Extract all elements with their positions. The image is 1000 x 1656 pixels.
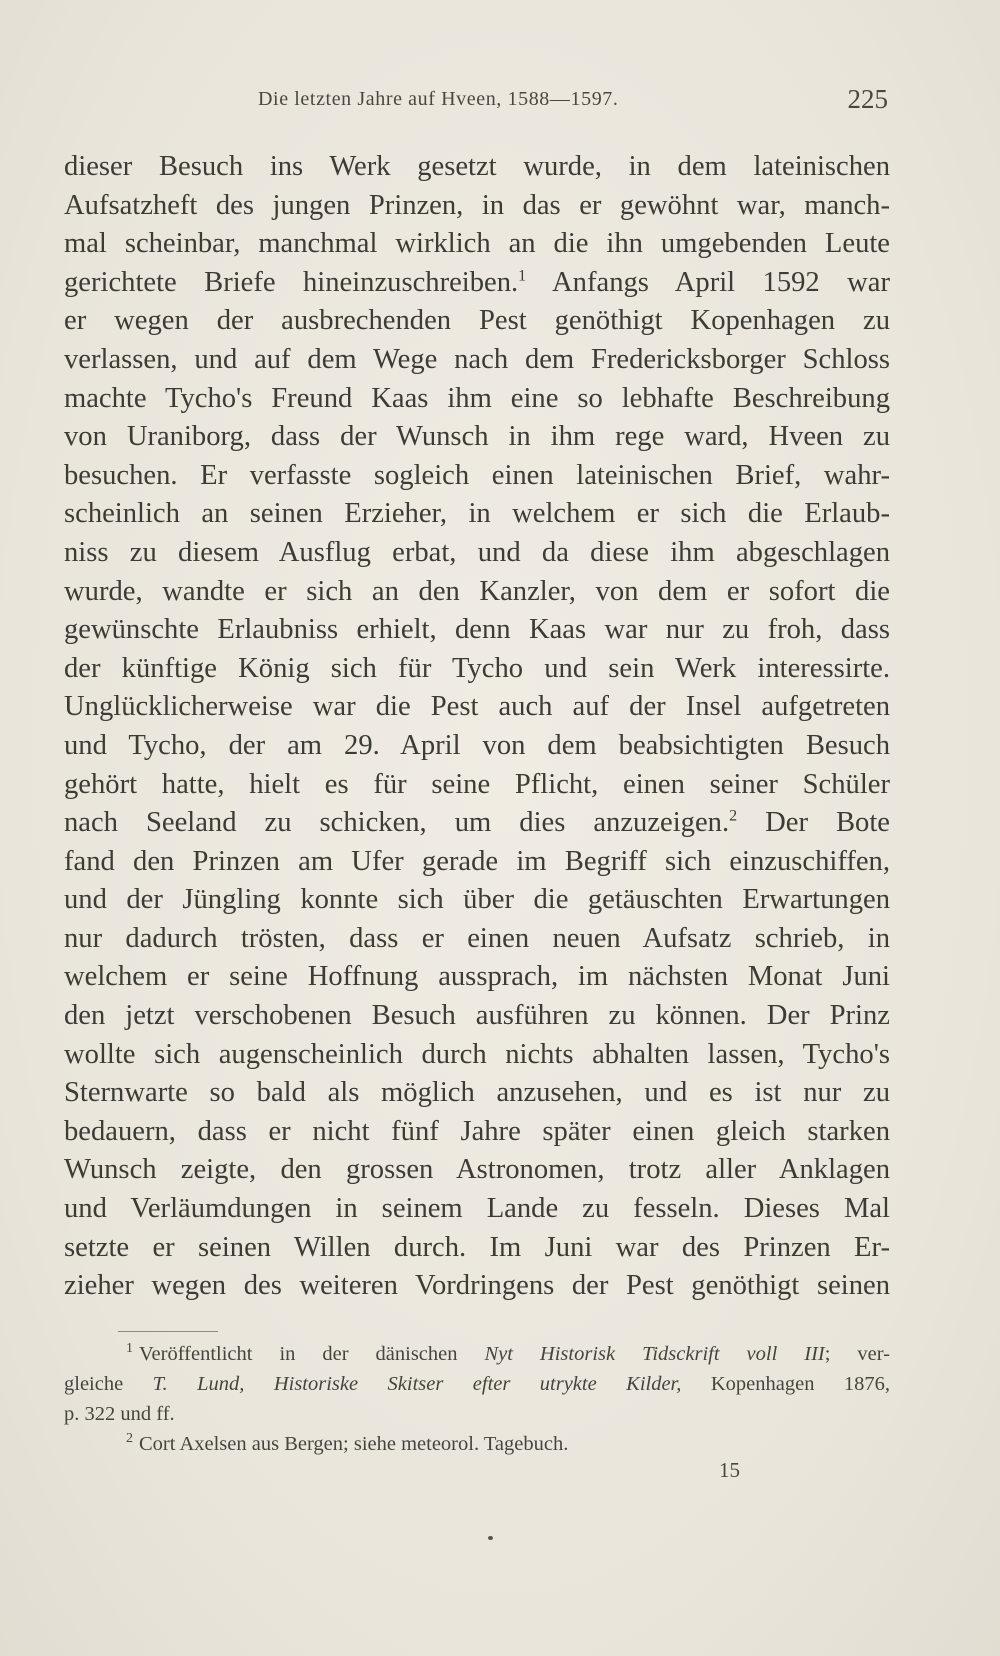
- text-line: mal scheinbar, manchmal wirklich an die ihn umgebenden Leute: [64, 228, 890, 260]
- journal-title: Nyt Historisk Tidsckrift voll III: [484, 1343, 825, 1365]
- footnote-number: 1: [126, 1341, 133, 1357]
- text-segment: Anfangs April 1592 war: [552, 266, 891, 298]
- footnote-1-end: p. 322 und ff.: [64, 1403, 175, 1425]
- text-line: und Verläumdungen in seinem Lande zu fesseln. Dieses Mal: [64, 1193, 890, 1225]
- text-line: niss zu diesem Ausflug erbat, und da diese ihm abgeschlagen: [64, 536, 890, 568]
- text-line: wurde, wandte er sich an den Kanzler, von dem er sofort die: [64, 575, 890, 607]
- text-line: den jetzt verschobenen Besuch ausführen zu können. Der Prinz: [64, 1000, 890, 1032]
- text-line: [64, 804, 890, 843]
- text-line: [64, 264, 890, 303]
- text-line: welchem er seine Hoffnung aussprach, im nächsten Monat Juni: [64, 961, 890, 993]
- text-line: der künftige König sich für Tycho und sein Werk interessirte.: [64, 652, 890, 684]
- text-line: und der Jüngling konnte sich über die getäuschten Erwartungen: [64, 884, 890, 916]
- text-segment: nach Seeland zu schicken, um dies anzuzeigen.: [64, 807, 730, 839]
- footnote-ref-1: 1: [518, 267, 527, 285]
- text-line: und Tycho, der am 29. April von dem beabsichtigten Besuch: [64, 729, 890, 761]
- footnote-text: Veröffentlicht in der dänischen: [139, 1343, 458, 1365]
- footnote-text: Kopenhagen 1876,: [710, 1373, 891, 1395]
- footnote-text: Cort Axelsen aus Bergen; siehe meteorol. Tagebuch.: [139, 1433, 569, 1455]
- text-line: besuchen. Er verfasste sogleich einen lateinischen Brief, wahr-: [64, 459, 890, 491]
- footnote-text: ; ver-: [824, 1343, 890, 1365]
- text-line: setzte er seinen Willen durch. Im Juni war des Prinzen Er-: [64, 1231, 890, 1263]
- text-line: nur dadurch trösten, dass er einen neuen Aufsatz schrieb, in: [64, 922, 890, 954]
- body-text: [64, 148, 890, 1306]
- footnote-1-continued: [64, 1369, 890, 1399]
- footnote-text: gleiche: [64, 1373, 124, 1395]
- running-header: [0, 84, 1000, 124]
- text-line: Sternwarte so bald als möglich anzusehen, und es ist nur zu: [64, 1077, 890, 1109]
- text-line: von Uraniborg, dass der Wunsch in ihm rege ward, Hveen zu: [64, 421, 890, 453]
- footnote-divider: [118, 1331, 218, 1332]
- text-line: bedauern, dass er nicht fünf Jahre später einen gleich starken: [64, 1115, 890, 1147]
- text-line: Unglücklicherweise war die Pest auch auf der Insel aufgetreten: [64, 691, 890, 723]
- text-line: wollte sich augenscheinlich durch nichts abhalten lassen, Tycho's: [64, 1038, 890, 1070]
- text-line: Wunsch zeigte, den grossen Astronomen, trotz aller Anklagen: [64, 1154, 890, 1186]
- book-title: T. Lund, Historiske Skitser efter utrykte Kilder,: [152, 1373, 682, 1395]
- text-line: fand den Prinzen am Ufer gerade im Begriff sich einzuschiffen,: [64, 845, 890, 877]
- text-line: zieher wegen des weiteren Vordringens der Pest genöthigt seinen: [64, 1270, 890, 1302]
- text-line: verlassen, und auf dem Wege nach dem Fredericksborger Schloss: [64, 343, 890, 375]
- footnote-number: 2: [126, 1431, 133, 1447]
- footnote-ref-2: 2: [729, 807, 738, 825]
- footnote-1: [64, 1339, 890, 1369]
- text-segment: Der Bote: [765, 807, 890, 839]
- text-line: gehört hatte, hielt es für seine Pflicht, einen seiner Schüler: [64, 768, 890, 800]
- text-line: er wegen der ausbrechenden Pest genöthigt Kopenhagen zu: [64, 305, 890, 337]
- text-line: machte Tycho's Freund Kaas ihm eine so lebhafte Beschreibung: [64, 382, 890, 414]
- text-line: gewünschte Erlaubniss erhielt, denn Kaas war nur zu froh, dass: [64, 614, 890, 646]
- footnote-2: [64, 1429, 890, 1459]
- text-segment: gerichtete Briefe hineinzuschreiben.: [64, 266, 519, 298]
- page-number: 225: [847, 84, 888, 114]
- chapter-title: Die letzten Jahre auf Hveen, 1588—1597.: [258, 88, 619, 110]
- text-line: scheinlich an seinen Erzieher, in welchem er sich die Erlaub-: [64, 498, 890, 530]
- footnotes: [64, 1339, 890, 1459]
- signature-mark: 15: [719, 1458, 740, 1482]
- ink-speck: [488, 1536, 493, 1540]
- text-line: Aufsatzheft des jungen Prinzen, in das er gewöhnt war, manch-: [64, 189, 890, 221]
- text-line: dieser Besuch ins Werk gesetzt wurde, in dem lateinischen: [64, 151, 890, 182]
